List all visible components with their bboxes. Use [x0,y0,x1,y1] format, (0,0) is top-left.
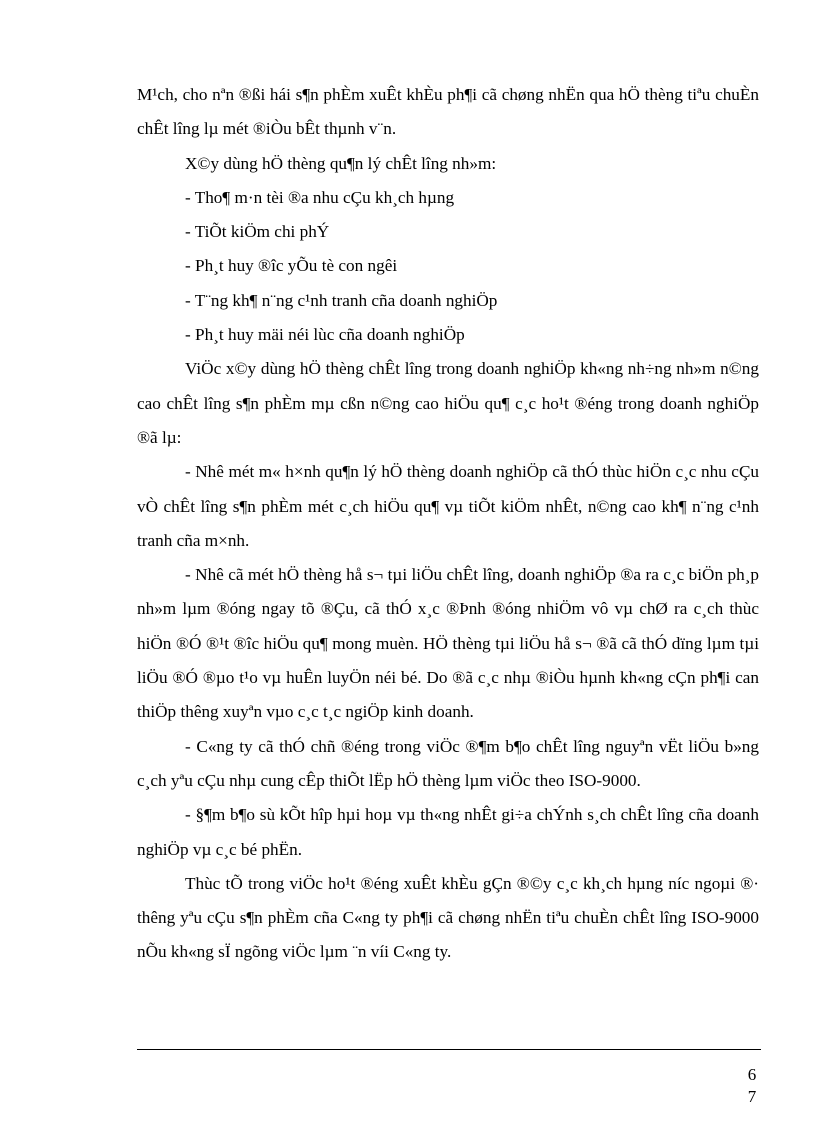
paragraph: ViÖc x©y dùng hÖ thèng chÊt lîng trong doanh nghiÖp kh«ng nh÷ng nh»m n©ng cao chÊt lîng s¶n phÈm mµ cßn n©ng cao hiÖu qu¶ c¸c ho¹t ®éng trong doanh nghiÖp ®ã lµ: [137,359,759,447]
footer-divider [137,1049,761,1050]
paragraph: X©y dùng hÖ thèng qu¶n lý chÊt lîng nh»m: [185,153,497,173]
paragraph: - §¶m b¶o sù kÕt hîp hµi hoµ vµ th«ng nhÊt gi÷a chÝnh s¸ch chÊt lîng cña doanh nghiÖp vµ c¸c bé phËn. [137,805,759,859]
list-item: - TiÕt kiÖm chi phÝ [185,222,330,242]
list-item: - Ph¸t huy ®îc yÕu tè con ngêi [185,256,398,276]
paragraph: - C«ng ty cã thÓ chñ ®éng trong viÖc ®¶m b¶o chÊt lîng nguyªn vËt liÖu b»ng c¸ch yªu cÇu nhµ cung cÊp thiÕt lËp hÖ thèng lµm viÖc theo ISO-9000. [137,736,759,790]
paragraph: - Nhê mét m« h×nh qu¶n lý hÖ thèng doanh nghiÖp cã thÓ thùc hiÖn c¸c nhu cÇu vÒ chÊt lîng s¶n phÈm mét c¸ch hiÖu qu¶ vµ tiÕt kiÖm nhÊt, n©ng cao kh¶ n¨ng c¹nh tranh cña m×nh. [137,462,759,550]
page-number-digit: 7 [747,1087,757,1106]
paragraph: - Nhê cã mét hÖ thèng hå s¬ tµi liÖu chÊt lîng, doanh nghiÖp ®a ra c¸c biÖn ph¸p nh»m lµm ®óng ngay tõ ®Çu, cã thÓ x¸c ®Þnh ®óng nhiÖm vô vµ chØ ra c¸ch thùc hiÖn ®Ó ®¹t ®îc hiÖu qu¶ mong muèn. HÖ thèng tµi liÖu hå s¬ ®ã cã thÓ dïng lµm tµi liÖu ®Ó ®µo t¹o vµ huÊn luyÖn néi bé. Do ®ã c¸c nhµ ®iÒu hµnh kh«ng cÇn ph¶i can thiÖp thêng xuyªn vµo c¸c t¸c ngiÖp kinh doanh. [137,565,759,722]
paragraph: Thùc tÕ trong viÖc ho¹t ®éng xuÊt khÈu gÇn ®©y c¸c kh¸ch hµng níc ngoµi ®· thêng yªu cÇu s¶n phÈm cña C«ng ty ph¶i cã chøng nhËn tiªu chuÈn chÊt lîng ISO-9000 nÕu kh«ng sÏ ngõng viÖc lµm ¨n víi C«ng ty. [137,873,759,962]
paragraph: M¹ch, cho nªn ®ßi hái s¶n phÈm xuÊt khÈu ph¶i cã chøng nhËn qua hÖ thèng tiªu chuÈn chÊt lîng lµ mét ®iÒu bÊt thµnh v¨n. [137,85,759,139]
page-number-digit: 6 [747,1065,757,1084]
list-item: - T¨ng kh¶ n¨ng c¹nh tranh cña doanh nghiÖp [185,290,498,310]
list-item: - Tho¶ m·n tèi ®a nhu cÇu kh¸ch hµng [185,187,455,207]
body-text [137,78,759,970]
list-item: - Ph¸t huy mäi néi lùc cña doanh nghiÖp [185,325,465,345]
page-number [740,1064,764,1108]
